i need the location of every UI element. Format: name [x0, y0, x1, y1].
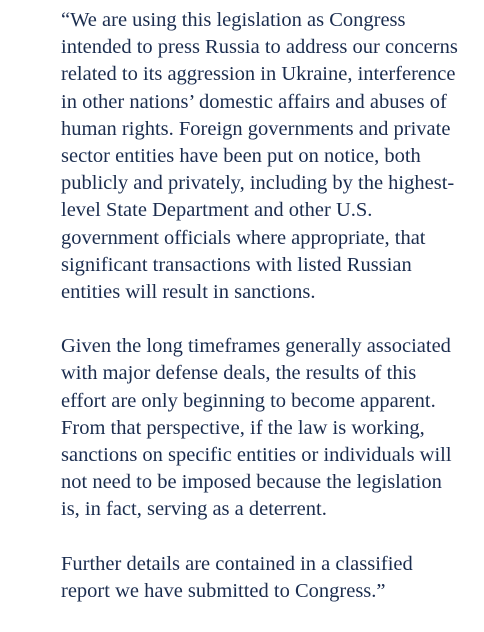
statement-text: [61, 7, 466, 632]
text-line: From that perspective, if the law is working,: [61, 416, 425, 439]
text-line: sanctions on specific entities or individuals will: [61, 444, 452, 467]
text-line: Further details are contained in a classified: [61, 552, 413, 575]
text-line: government officials where appropriate, that: [61, 226, 426, 249]
text-line: intended to press Russia to address our concerns: [61, 36, 458, 59]
text-line: with major defense deals, the results of this: [61, 362, 417, 385]
text-line: report we have submitted to Congress.”: [61, 579, 386, 602]
text-line: Given the long timeframes generally associated: [61, 335, 451, 358]
text-line: level State Department and other U.S.: [61, 199, 373, 222]
text-line: “We are using this legislation as Congress: [61, 9, 406, 31]
paragraph-1: [61, 7, 466, 306]
text-line: not need to be imposed because the legislation: [61, 471, 442, 494]
text-line: entities will result in sanctions.: [61, 281, 316, 304]
text-line: related to its aggression in Ukraine, interference: [61, 63, 456, 86]
text-line: in other nations’ domestic affairs and abuses of: [61, 90, 447, 113]
paragraph-3: [61, 551, 466, 605]
text-line: human rights. Foreign governments and private: [61, 117, 451, 140]
text-line: publicly and privately, including by the highest-: [61, 172, 455, 195]
text-line: significant transactions with listed Russian: [61, 253, 412, 276]
text-line: effort are only beginning to become apparent.: [61, 389, 436, 412]
text-line: is, in fact, serving as a deterrent.: [61, 498, 327, 521]
paragraph-2: [61, 333, 466, 523]
text-line: sector entities have been put on notice, both: [61, 145, 421, 168]
